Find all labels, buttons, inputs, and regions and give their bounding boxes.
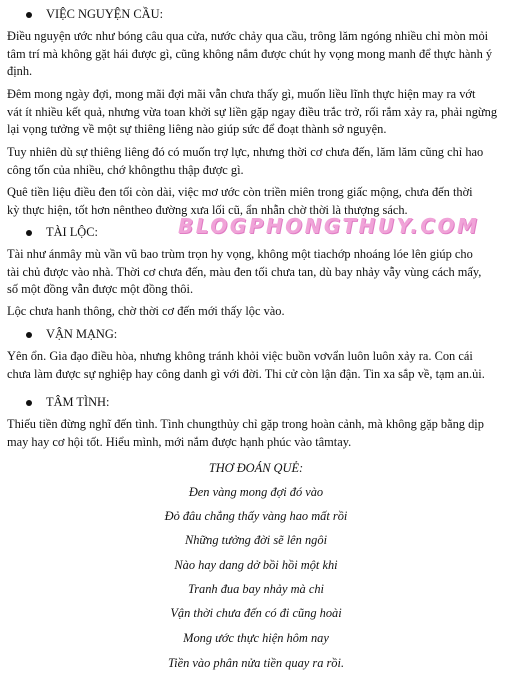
text-line: Tuy nhiên dù sự thiêng liêng đó có muốn trợ lực, nhưng thời cơ chưa đến, lăm lăm cũng chỉ hao <box>7 145 484 159</box>
section-title: TÂM TÌNH: <box>46 395 110 410</box>
section-title: TÀI LỘC: <box>46 225 98 240</box>
paragraph <box>6 144 510 179</box>
paragraph <box>6 348 510 383</box>
text-line: kỳ thực hiện, tốt hơn nêntheo đường xưa lối cũ, ẩn nhẫn chờ thời là thượng sách. <box>7 202 408 217</box>
watermark-logo: BLOGPHONGTHUY.COM <box>178 214 480 238</box>
text-line: Tài như ánmây mù vần vũ bao trùm trọn hy vọng, không một tiachớp nhoáng lóe lên giúp cho <box>7 247 473 261</box>
text-line: vát ít nhiều kết quả, nhưng vừa toan khởi sự liền gặp ngay điều trắc trở, rối rắm xảy ra, phải ngừng <box>7 104 498 119</box>
text-line: chưa làm được sự nghiệp hay công danh gì với đời. Thi cử còn lận đận. Tin xa sắp về, tạm an.ủi. <box>7 366 485 381</box>
section-heading-nguyen-cau <box>26 6 163 24</box>
text-line: định. <box>7 64 33 78</box>
text-line: Yên ổn. Gia đạo điều hòa, nhưng không tránh khỏi việc buồn vơvẩn luôn luôn xảy ra. Con cái <box>7 349 473 363</box>
text-line: Điều nguyện ước như bóng câu qua cửa, nước chảy qua cầu, trông lăm ngóng nhiều chỉ mòn mỏi <box>7 29 489 43</box>
text-line: công tốn của nhiều, chớ khôngthu thập được gì. <box>7 162 244 177</box>
poem-line: Tranh đua bay nhảy mà chi <box>188 582 324 596</box>
poem-line: Những tưởng đời sẽ lên ngôi <box>184 533 328 547</box>
poem-line: Đỏ đâu chẳng thấy vàng hao mất rồi <box>164 509 348 523</box>
text-line: số một đồng vẫn được một đồng thôi. <box>7 282 194 296</box>
paragraph <box>6 416 510 451</box>
poem-line: Vận thời chưa đến có đi cũng hoài <box>170 606 342 620</box>
section-heading-tam-tinh <box>26 394 109 412</box>
poem-title: THƠ ĐOÁN QUẺ: <box>208 461 304 475</box>
text-line: Lộc chưa hanh thông, chờ thời cơ đến mới thấy lộc vào. <box>7 304 285 318</box>
paragraph <box>6 303 510 321</box>
text-line: tâm trí mà không gặt hái được gì, cũng không nắm được chút hy vọng mong manh để thực hành ý <box>7 46 493 61</box>
poem-line: Mong ước thực hiện hôm nay <box>183 631 329 645</box>
text-line: Đêm mong ngày đợi, mong mãi đợi mãi vẫn chưa thấy gì, muốn liều lĩnh thực hiện may ra vớt <box>7 87 476 101</box>
poem-line: Đen vàng mong đợi đó vào <box>188 485 324 499</box>
section-heading-tai-loc <box>26 224 98 242</box>
poem-line: Nào hay dang dở bồi hồi một khi <box>174 558 338 572</box>
text-line: Quê tiền liệu điều đen tối còn dài, việc mơ ước còn triền miên trong giấc mộng, chưa đến thời <box>7 185 473 199</box>
paragraph <box>6 28 510 81</box>
text-line: may hay cơ hội tốt. Hiểu mình, mới nắm được hạnh phúc vào tâmtay. <box>7 434 352 449</box>
poem-line: Tiền vào phân nửa tiền quay ra rồi. <box>167 656 345 670</box>
text-line: tài chủ được vào nhà. Thời cơ chưa đến, màu đen tối chưa tan, dù bay nhảy vẫy vùng cách mấy, <box>7 264 482 279</box>
section-title: VIỆC NGUYỆN CẦU: <box>46 7 164 22</box>
bullet-icon <box>26 332 32 338</box>
paragraph <box>6 246 510 299</box>
bullet-icon <box>26 230 32 236</box>
paragraph <box>6 86 510 139</box>
text-line: Thiếu tiền đừng nghĩ đến tình. Tình chungthủy chỉ gặp trong hoàn cảnh, mà không gặp bằng dịp <box>7 417 484 431</box>
section-title: VẬN MẠNG: <box>46 327 118 342</box>
bullet-icon <box>26 12 32 18</box>
bullet-icon <box>26 400 32 406</box>
section-heading-van-mang <box>26 326 117 344</box>
text-line: lại vọng tưởng về một sự thiêng liêng nào giúp sức để đoạt thành sở nguyện. <box>7 122 387 136</box>
